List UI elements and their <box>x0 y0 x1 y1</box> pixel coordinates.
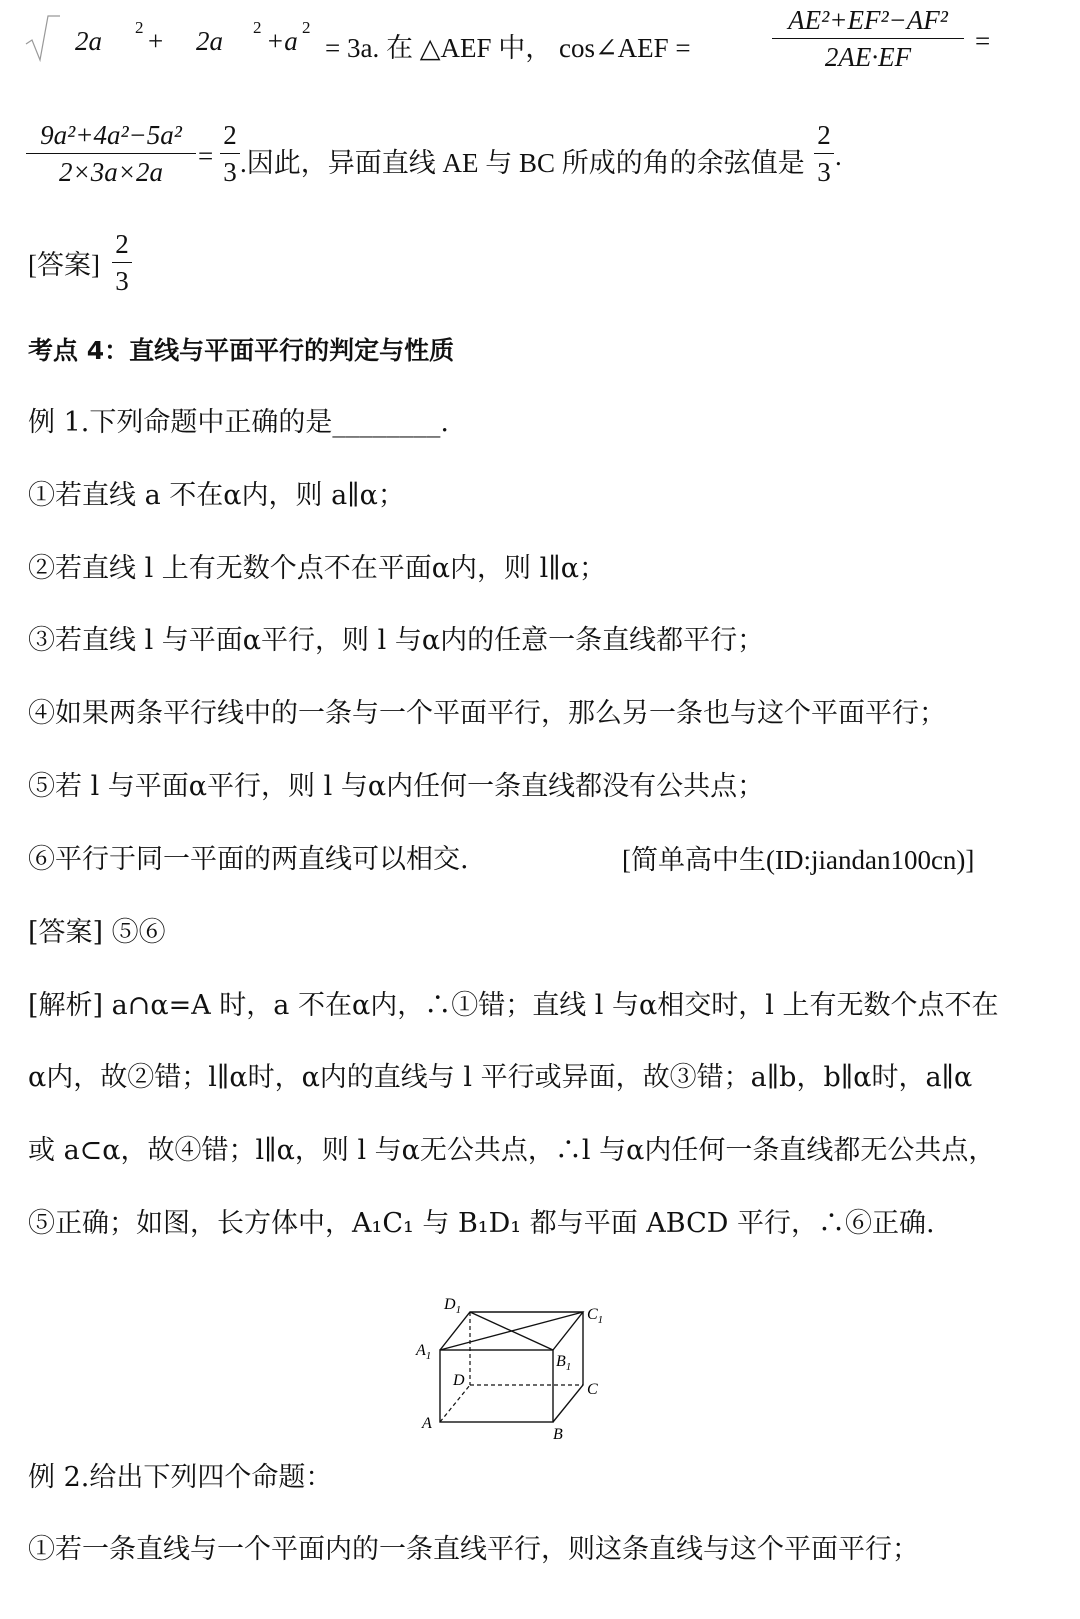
label-d1: D <box>444 1296 456 1313</box>
fraction-numerator: 2 <box>223 120 237 150</box>
plus-sign: + <box>148 26 164 56</box>
fraction-denominator: 3 <box>223 157 237 187</box>
label-c: C <box>587 1381 598 1398</box>
term-plus-a: +a <box>266 26 298 56</box>
fraction-numerator: 2 <box>817 120 831 150</box>
label-a: A <box>422 1415 432 1432</box>
equals-sign: = <box>198 141 214 171</box>
example-2-question: 例 2.给出下列四个命题： <box>28 1462 333 1493</box>
proposition-6: ⑥平行于同一平面的两直线可以相交. <box>28 844 469 875</box>
svg-text:A1: $A_1$ <box>416 1342 432 1362</box>
label-d: D <box>453 1372 465 1389</box>
hidden-edge-ad <box>440 1385 470 1422</box>
source-watermark: [简单高中生(ID:jiandan100cn)] <box>622 845 975 875</box>
fraction-numeric <box>26 119 196 188</box>
answer-label: [答案] <box>28 250 100 280</box>
proposition-2: ②若直线 l 上有无数个点不在平面α内，则 l∥α； <box>28 553 606 584</box>
fraction-result <box>814 119 834 188</box>
svg-text:D1: $D_1$ <box>444 1296 462 1316</box>
label-b: B <box>553 1426 563 1443</box>
analysis-line-1: [解析] a∩α=A 时，a 不在α内，∴①错；直线 l 与α相交时，l 上有无数个点不在 <box>28 990 999 1021</box>
label-b1: B <box>556 1353 566 1370</box>
exponent-second: 2 <box>253 18 262 37</box>
analysis-line-4: ⑤正确；如图，长方体中，A₁C₁ 与 B₁D₁ 都与平面 ABCD 平行，∴⑥正确. <box>28 1208 935 1239</box>
proposition-4: ④如果两条平行线中的一条与一个平面平行，那么另一条也与这个平面平行； <box>28 698 946 729</box>
exponent-first: 2 <box>135 18 144 37</box>
fraction-denominator: 2×3a×2a <box>59 157 163 187</box>
sqrt-sign <box>22 14 62 62</box>
answer-fraction <box>112 228 132 297</box>
fraction-denominator: 3 <box>115 266 129 296</box>
analysis-line-3: 或 a⊂α，故④错；l∥α，则 l 与α无公共点，∴l 与α内任何一条直线都无公共点， <box>28 1135 996 1166</box>
diagonal-b1d1 <box>470 1312 553 1350</box>
trailing-equals: = <box>975 26 991 56</box>
equation-text: = 3a. 在 △AEF 中， cos∠AEF = <box>325 33 691 63</box>
fraction-two-thirds <box>220 119 240 188</box>
period: . <box>835 141 842 171</box>
exponent-tail: 2 <box>302 18 311 37</box>
term-2a-second: 2a <box>196 26 223 56</box>
proposition-1: ①若直线 a 不在α内，则 a∥α； <box>28 480 405 511</box>
label-a1: A <box>416 1342 426 1359</box>
example-2-proposition-1: ①若一条直线与一个平面内的一条直线平行，则这条直线与这个平面平行； <box>28 1534 919 1565</box>
conclusion-text: .因此，异面直线 AE 与 BC 所成的角的余弦值是 <box>240 148 805 178</box>
fraction-numerator: AE²+EF²−AF² <box>788 5 948 35</box>
label-c1: C <box>587 1306 598 1323</box>
proposition-5: ⑤若 l 与平面α平行，则 l 与α内任何一条直线都没有公共点； <box>28 771 765 802</box>
analysis-line-2: α内，故②错；l∥α时，α内的直线与 l 平行或异面，故③错；a∥b，b∥α时，a∥α <box>28 1062 973 1093</box>
fraction-numerator: 2 <box>115 229 129 259</box>
section-title: 考点 4：直线与平面平行的判定与性质 <box>28 336 455 365</box>
term-2a-first: 2a <box>75 26 102 56</box>
svg-text:B1: $B_1$ <box>556 1353 572 1373</box>
svg-text:C1: $C_1$ <box>587 1306 604 1326</box>
fraction-denominator: 2AE·EF <box>824 42 912 72</box>
fraction-numerator: 9a²+4a²−5a² <box>40 120 182 150</box>
cuboid-figure <box>400 1285 630 1445</box>
example-1-answer: [答案] ⑤⑥ <box>28 917 166 948</box>
fraction-denominator: 3 <box>817 157 831 187</box>
proposition-3: ③若直线 l 与平面α平行，则 l 与α内的任意一条直线都平行； <box>28 625 765 656</box>
fraction-cos-aef <box>772 4 964 73</box>
example-1-question: 例 1.下列命题中正确的是________. <box>28 407 449 438</box>
